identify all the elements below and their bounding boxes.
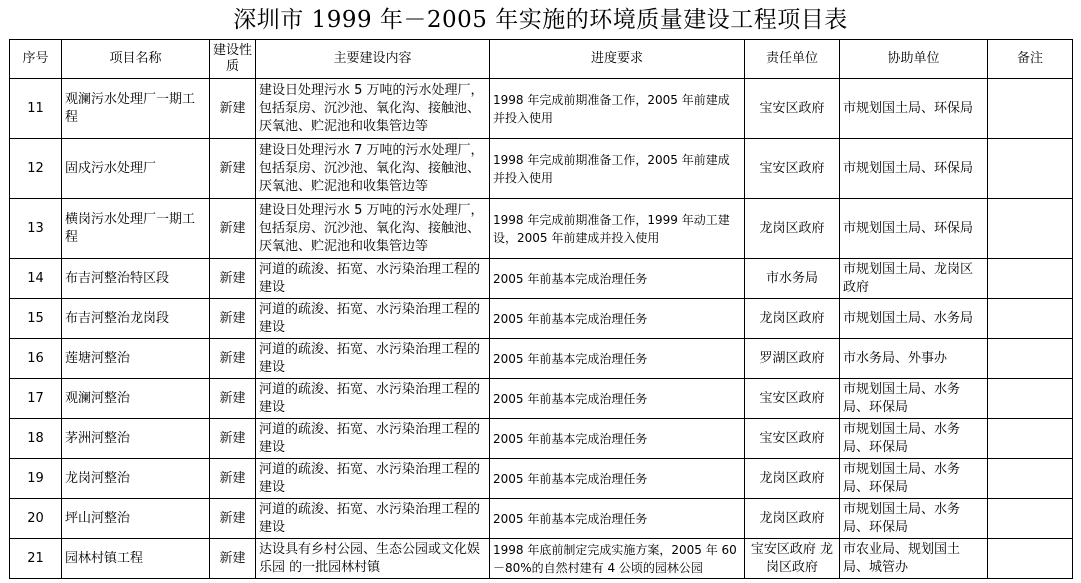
cell-nature: 新建 [210, 499, 256, 539]
cell-name: 园林村镇工程 [62, 539, 210, 579]
cell-content: 建设日处理污水 5 万吨的污水处理厂，包括泵房、沉沙池、氧化沟、接触池、厌氧池、贮泥池和收集管边等 [256, 79, 490, 139]
cell-content: 河道的疏浚、拓宽、水污染治理工程的建设 [256, 259, 490, 299]
cell-assist: 市规划国土局、水务局、环保局 [840, 419, 988, 459]
cell-name: 坪山河整治 [62, 499, 210, 539]
table-header-row [10, 40, 1073, 79]
cell-name: 茅洲河整治 [62, 419, 210, 459]
project-table [9, 39, 1073, 579]
table-row [10, 339, 1073, 379]
cell-progress: 2005 年前基本完成治理任务 [490, 259, 745, 299]
cell-seq: 17 [10, 379, 62, 419]
table-row [10, 199, 1073, 259]
cell-assist: 市规划国土局、龙岗区政府 [840, 259, 988, 299]
cell-progress: 2005 年前基本完成治理任务 [490, 419, 745, 459]
cell-name: 横岗污水处理厂一期工程 [62, 199, 210, 259]
cell-seq: 14 [10, 259, 62, 299]
table-row [10, 539, 1073, 579]
header-remarks: 备注 [988, 40, 1073, 79]
cell-remarks [988, 139, 1073, 199]
cell-seq: 16 [10, 339, 62, 379]
table-row [10, 299, 1073, 339]
cell-nature: 新建 [210, 379, 256, 419]
header-seq: 序号 [10, 40, 62, 79]
cell-assist: 市规划国土局、环保局 [840, 139, 988, 199]
cell-remarks [988, 259, 1073, 299]
cell-assist: 市规划国土局、环保局 [840, 79, 988, 139]
cell-progress: 2005 年前基本完成治理任务 [490, 459, 745, 499]
header-progress: 进度要求 [490, 40, 745, 79]
cell-seq: 21 [10, 539, 62, 579]
cell-seq: 20 [10, 499, 62, 539]
cell-content: 河道的疏浚、拓宽、水污染治理工程的建设 [256, 339, 490, 379]
cell-progress: 2005 年前基本完成治理任务 [490, 379, 745, 419]
cell-nature: 新建 [210, 419, 256, 459]
cell-content: 建设日处理污水 7 万吨的污水处理厂，包括泵房、沉沙池、氧化沟、接触池、厌氧池、贮泥池和收集管边等 [256, 139, 490, 199]
table-row [10, 419, 1073, 459]
header-responsible: 责任单位 [745, 40, 840, 79]
cell-content: 河道的疏浚、拓宽、水污染治理工程的建设 [256, 459, 490, 499]
cell-remarks [988, 79, 1073, 139]
cell-remarks [988, 499, 1073, 539]
cell-progress: 2005 年前基本完成治理任务 [490, 299, 745, 339]
cell-responsible: 龙岗区政府 [745, 299, 840, 339]
cell-assist: 市规划国土局、水务局、环保局 [840, 379, 988, 419]
cell-assist: 市水务局、外事办 [840, 339, 988, 379]
cell-name: 布吉河整治特区段 [62, 259, 210, 299]
cell-assist: 市农业局、规划国土局、城管办 [840, 539, 988, 579]
cell-nature: 新建 [210, 339, 256, 379]
cell-nature: 新建 [210, 259, 256, 299]
cell-assist: 市规划国土局、水务局 [840, 299, 988, 339]
cell-remarks [988, 299, 1073, 339]
cell-remarks [988, 459, 1073, 499]
cell-nature: 新建 [210, 299, 256, 339]
cell-name: 观澜污水处理厂一期工程 [62, 79, 210, 139]
cell-responsible: 宝安区政府 [745, 79, 840, 139]
cell-content: 河道的疏浚、拓宽、水污染治理工程的建设 [256, 299, 490, 339]
cell-responsible: 罗湖区政府 [745, 339, 840, 379]
cell-content: 河道的疏浚、拓宽、水污染治理工程的建设 [256, 419, 490, 459]
cell-progress: 1998 年底前制定完成实施方案，2005 年 60－80%的自然村建有 4 公顷的园林公园 [490, 539, 745, 579]
cell-responsible: 宝安区政府 [745, 419, 840, 459]
cell-assist: 市规划国土局、水务局、环保局 [840, 459, 988, 499]
cell-remarks [988, 379, 1073, 419]
header-assist: 协助单位 [840, 40, 988, 79]
table-row [10, 379, 1073, 419]
cell-responsible: 宝安区政府 [745, 139, 840, 199]
cell-seq: 15 [10, 299, 62, 339]
cell-progress: 1998 年完成前期准备工作，2005 年前建成并投入使用 [490, 79, 745, 139]
cell-responsible: 龙岗区政府 [745, 499, 840, 539]
cell-responsible: 市水务局 [745, 259, 840, 299]
cell-name: 龙岗河整治 [62, 459, 210, 499]
cell-assist: 市规划国土局、水务局、环保局 [840, 499, 988, 539]
cell-progress: 1998 年完成前期准备工作，2005 年前建成并投入使用 [490, 139, 745, 199]
cell-remarks [988, 419, 1073, 459]
cell-responsible: 宝安区政府 龙岗区政府 [745, 539, 840, 579]
cell-name: 观澜河整治 [62, 379, 210, 419]
cell-seq: 13 [10, 199, 62, 259]
cell-name: 固戍污水处理厂 [62, 139, 210, 199]
header-name: 项目名称 [62, 40, 210, 79]
cell-nature: 新建 [210, 199, 256, 259]
cell-remarks [988, 199, 1073, 259]
cell-remarks [988, 339, 1073, 379]
cell-seq: 12 [10, 139, 62, 199]
cell-assist: 市规划国土局、环保局 [840, 199, 988, 259]
cell-responsible: 龙岗区政府 [745, 199, 840, 259]
cell-content: 河道的疏浚、拓宽、水污染治理工程的建设 [256, 379, 490, 419]
cell-seq: 19 [10, 459, 62, 499]
cell-responsible: 宝安区政府 [745, 379, 840, 419]
cell-content: 建设日处理污水 5 万吨的污水处理厂，包括泵房、沉沙池、氧化沟、接触池、厌氧池、贮泥池和收集管边等 [256, 199, 490, 259]
cell-progress: 2005 年前基本完成治理任务 [490, 499, 745, 539]
cell-progress: 1998 年完成前期准备工作，1999 年动工建设，2005 年前建成并投入使用 [490, 199, 745, 259]
cell-responsible: 龙岗区政府 [745, 459, 840, 499]
cell-nature: 新建 [210, 79, 256, 139]
cell-nature: 新建 [210, 539, 256, 579]
cell-content: 达设具有乡村公园、生态公园或文化娱乐园 的一批园林村镇 [256, 539, 490, 579]
table-row [10, 459, 1073, 499]
cell-content: 河道的疏浚、拓宽、水污染治理工程的建设 [256, 499, 490, 539]
header-nature: 建设性质 [210, 40, 256, 79]
table-row [10, 499, 1073, 539]
cell-nature: 新建 [210, 459, 256, 499]
cell-remarks [988, 539, 1073, 579]
cell-seq: 11 [10, 79, 62, 139]
cell-name: 布吉河整治龙岗段 [62, 299, 210, 339]
table-row [10, 139, 1073, 199]
cell-name: 莲塘河整治 [62, 339, 210, 379]
cell-progress: 2005 年前基本完成治理任务 [490, 339, 745, 379]
table-row [10, 79, 1073, 139]
table-row [10, 259, 1073, 299]
header-content: 主要建设内容 [256, 40, 490, 79]
cell-nature: 新建 [210, 139, 256, 199]
cell-seq: 18 [10, 419, 62, 459]
page-title: 深圳市 1999 年－2005 年实施的环境质量建设工程项目表 [233, 7, 848, 33]
